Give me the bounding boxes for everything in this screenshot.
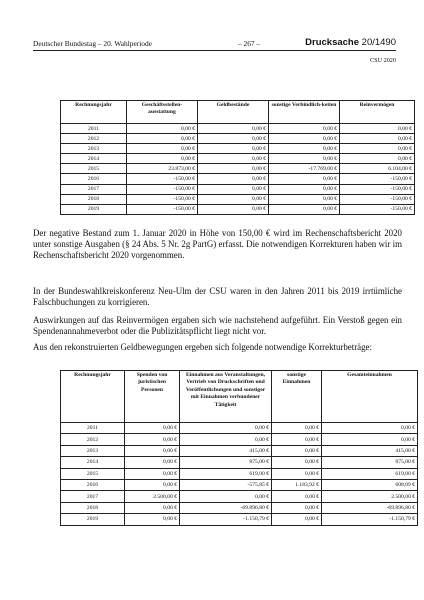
party-label: CSU 2020 [370,57,396,64]
table-cell: 0,00 € [272,514,322,525]
table-row [61,174,415,184]
table-cell: 0,00 € [198,194,269,204]
table-cell: 2013 [61,144,127,154]
table-cell: 0,00 € [269,154,340,164]
table-cell: 0,00 € [180,423,272,434]
table-row [61,468,418,479]
table-cell: 0,00 € [125,479,180,490]
table-cell: 0,00 € [272,434,322,445]
table-cell: 2015 [61,164,127,174]
table-cell: 0,00 € [125,514,180,525]
table-cell: 2.500,00 € [322,491,418,502]
table-cell: 2014 [61,154,127,164]
column-header: Geldbestände [198,101,269,124]
table-cell: 0,00 € [198,154,269,164]
table-row [61,445,418,456]
table-row [61,491,418,502]
table-cell: 0,00 € [269,134,340,144]
header-publication: Deutscher Bundestag – 20. Wahlperiode [33,39,152,48]
table-cell: 2018 [61,502,125,513]
table-cell: 875,00 € [180,457,272,468]
column-header: Rechnungsjahr [61,371,125,423]
table-cell: -150,00 € [340,184,415,194]
table-cell: 0,00 € [180,434,272,445]
table-cell: 2016 [61,479,125,490]
table-cell: 0,00 € [127,154,198,164]
table-row [61,164,415,174]
table-row [61,134,415,144]
table-cell: 0,00 € [272,445,322,456]
table-row [61,124,415,134]
table-row [61,479,418,490]
table-cell: 0,00 € [340,124,415,134]
table-cell: 0,00 € [269,124,340,134]
table-cell: 0,00 € [322,423,418,434]
table-cell: 2011 [61,124,127,134]
table-cell: 0,00 € [269,174,340,184]
table-cell: -150,00 € [340,174,415,184]
table-cell: 0,00 € [127,144,198,154]
table-row [61,184,415,194]
paragraph-effects: Auswirkungen auf das Reinvermögen ergaben sich wie nachstehend aufgeführt. Ein Verstoß gegen ein Spendenannahmeverbot oder die Publizitätspflicht liegt nicht vor. [33,315,402,337]
table-cell: -150,00 € [127,174,198,184]
column-header: sonstige Verbindlich-keiten [269,101,340,124]
table-cell: 0,00 € [198,124,269,134]
table-cell: -150,00 € [127,184,198,194]
table-cell: 0,00 € [340,134,415,144]
table-cell: 0,00 € [272,457,322,468]
table-cell: 0,00 € [269,144,340,154]
table-cell: 415,00 € [322,445,418,456]
table-cell: 2014 [61,457,125,468]
table-cell: 2019 [61,514,125,525]
table-row [61,423,418,434]
table-cell: 0,00 € [272,423,322,434]
table-cell: -1.150,79 € [180,514,272,525]
column-header: Reinvermögen [340,101,415,124]
table-cell: 2016 [61,174,127,184]
table-cell: 2015 [61,468,125,479]
assets-correction-table [60,100,415,215]
table-cell: 0,00 € [340,144,415,154]
table-cell: -69.896,80 € [180,502,272,513]
table-cell: -1.150,79 € [322,514,418,525]
table-cell: -150,00 € [127,204,198,214]
column-header: Gesamteinnahmen [322,371,418,423]
table-cell: 0,00 € [125,423,180,434]
table-cell: 1.183,92 € [272,479,322,490]
table-cell: 0,00 € [198,134,269,144]
column-header: Geschäftsstellen-ausstattung [127,101,198,124]
table-cell: 0,00 € [198,144,269,154]
table-cell: 0,00 € [269,194,340,204]
header-document-id: 20/1490 [361,37,396,48]
header-document-label: Drucksache [305,37,362,48]
table-cell: 0,00 € [198,174,269,184]
table-header-row [61,371,418,423]
table-cell: 6.104,00 € [340,164,415,174]
paragraph-negative-balance: Der negative Bestand zum 1. Januar 2020 in Höhe von 150,00 € wird im Rechenschaftsbericht 2020 unter sonstige Ausgaben (§ 24 Abs. 5 Nr. 2g PartG) erfasst. Die notwendigen Korrekturen haben wir im Rechenschaftsbericht 2020 vorgenommen. [33,228,402,261]
table-row [61,457,418,468]
table-cell: 0,00 € [125,457,180,468]
table-cell: -150,00 € [340,194,415,204]
table-header-row [61,101,415,124]
column-header: Rechnungsjahr [61,101,127,124]
table-cell: 0,00 € [272,502,322,513]
table-cell: 0,00 € [198,204,269,214]
table-cell: 2017 [61,184,127,194]
table-cell: 0,00 € [272,468,322,479]
table-cell: 0,00 € [125,445,180,456]
table-cell: -17.769,00 € [269,164,340,174]
table-cell: 0,00 € [127,124,198,134]
table-cell: 608,09 € [322,479,418,490]
table-cell: -69.896,80 € [322,502,418,513]
table-cell: 0,00 € [198,164,269,174]
table-cell: 0,00 € [125,468,180,479]
income-correction-table [60,370,418,526]
table-cell: 0,00 € [198,184,269,194]
table-row [61,434,418,445]
table-cell: 619,00 € [180,468,272,479]
table-cell: 0,00 € [127,134,198,144]
table-cell: 0,00 € [125,502,180,513]
table-cell: 2011 [61,423,125,434]
table-cell: 2019 [61,204,127,214]
table-cell: 0,00 € [180,491,272,502]
table-cell: 2012 [61,434,125,445]
table-cell: 619,00 € [322,468,418,479]
table-cell: 875,00 € [322,457,418,468]
table-cell: -150,00 € [340,204,415,214]
table-cell: 2.500,00 € [125,491,180,502]
table-cell: 2017 [61,491,125,502]
column-header: sonstige Einnahmen [272,371,322,423]
table-cell: 0,00 € [269,184,340,194]
table-cell: -150,00 € [127,194,198,204]
table-cell: 0,00 € [125,434,180,445]
table-cell: 0,00 € [340,154,415,164]
header-document-number [305,37,396,48]
table-cell: 415,00 € [180,445,272,456]
column-header: Einnahmen aus Veranstaltungen, Vertrieb von Druckschriften und Veröffentlichungen und sonstiger mit Einnahmen verbundener Tätigkeit [180,371,272,423]
header-page-number: – 267 – [238,39,261,48]
table-cell: 2012 [61,134,127,144]
table-row [61,194,415,204]
table-row [61,514,418,525]
table-row [61,154,415,164]
table-cell: 23.873,00 € [127,164,198,174]
table-cell: 2013 [61,445,125,456]
table-row [61,144,415,154]
table-row [61,204,415,214]
table-cell: 2018 [61,194,127,204]
header-rule [33,50,396,51]
paragraph-corrections: Aus den rekonstruierten Geldbewegungen ergeben sich folgende notwendige Korrekturbeträge: [33,342,372,352]
column-header: Spenden von juristischen Personen [125,371,180,423]
paragraph-neu-ulm: In der Bundeswahlkreiskonferenz Neu-Ulm der CSU waren in den Jahren 2011 bis 2019 irrtümliche Falschbuchungen zu korrigieren. [33,286,402,308]
table-cell: 0,00 € [269,204,340,214]
table-cell: 0,00 € [322,434,418,445]
table-row [61,502,418,513]
table-cell: -575,85 € [180,479,272,490]
table-cell: 0,00 € [272,491,322,502]
